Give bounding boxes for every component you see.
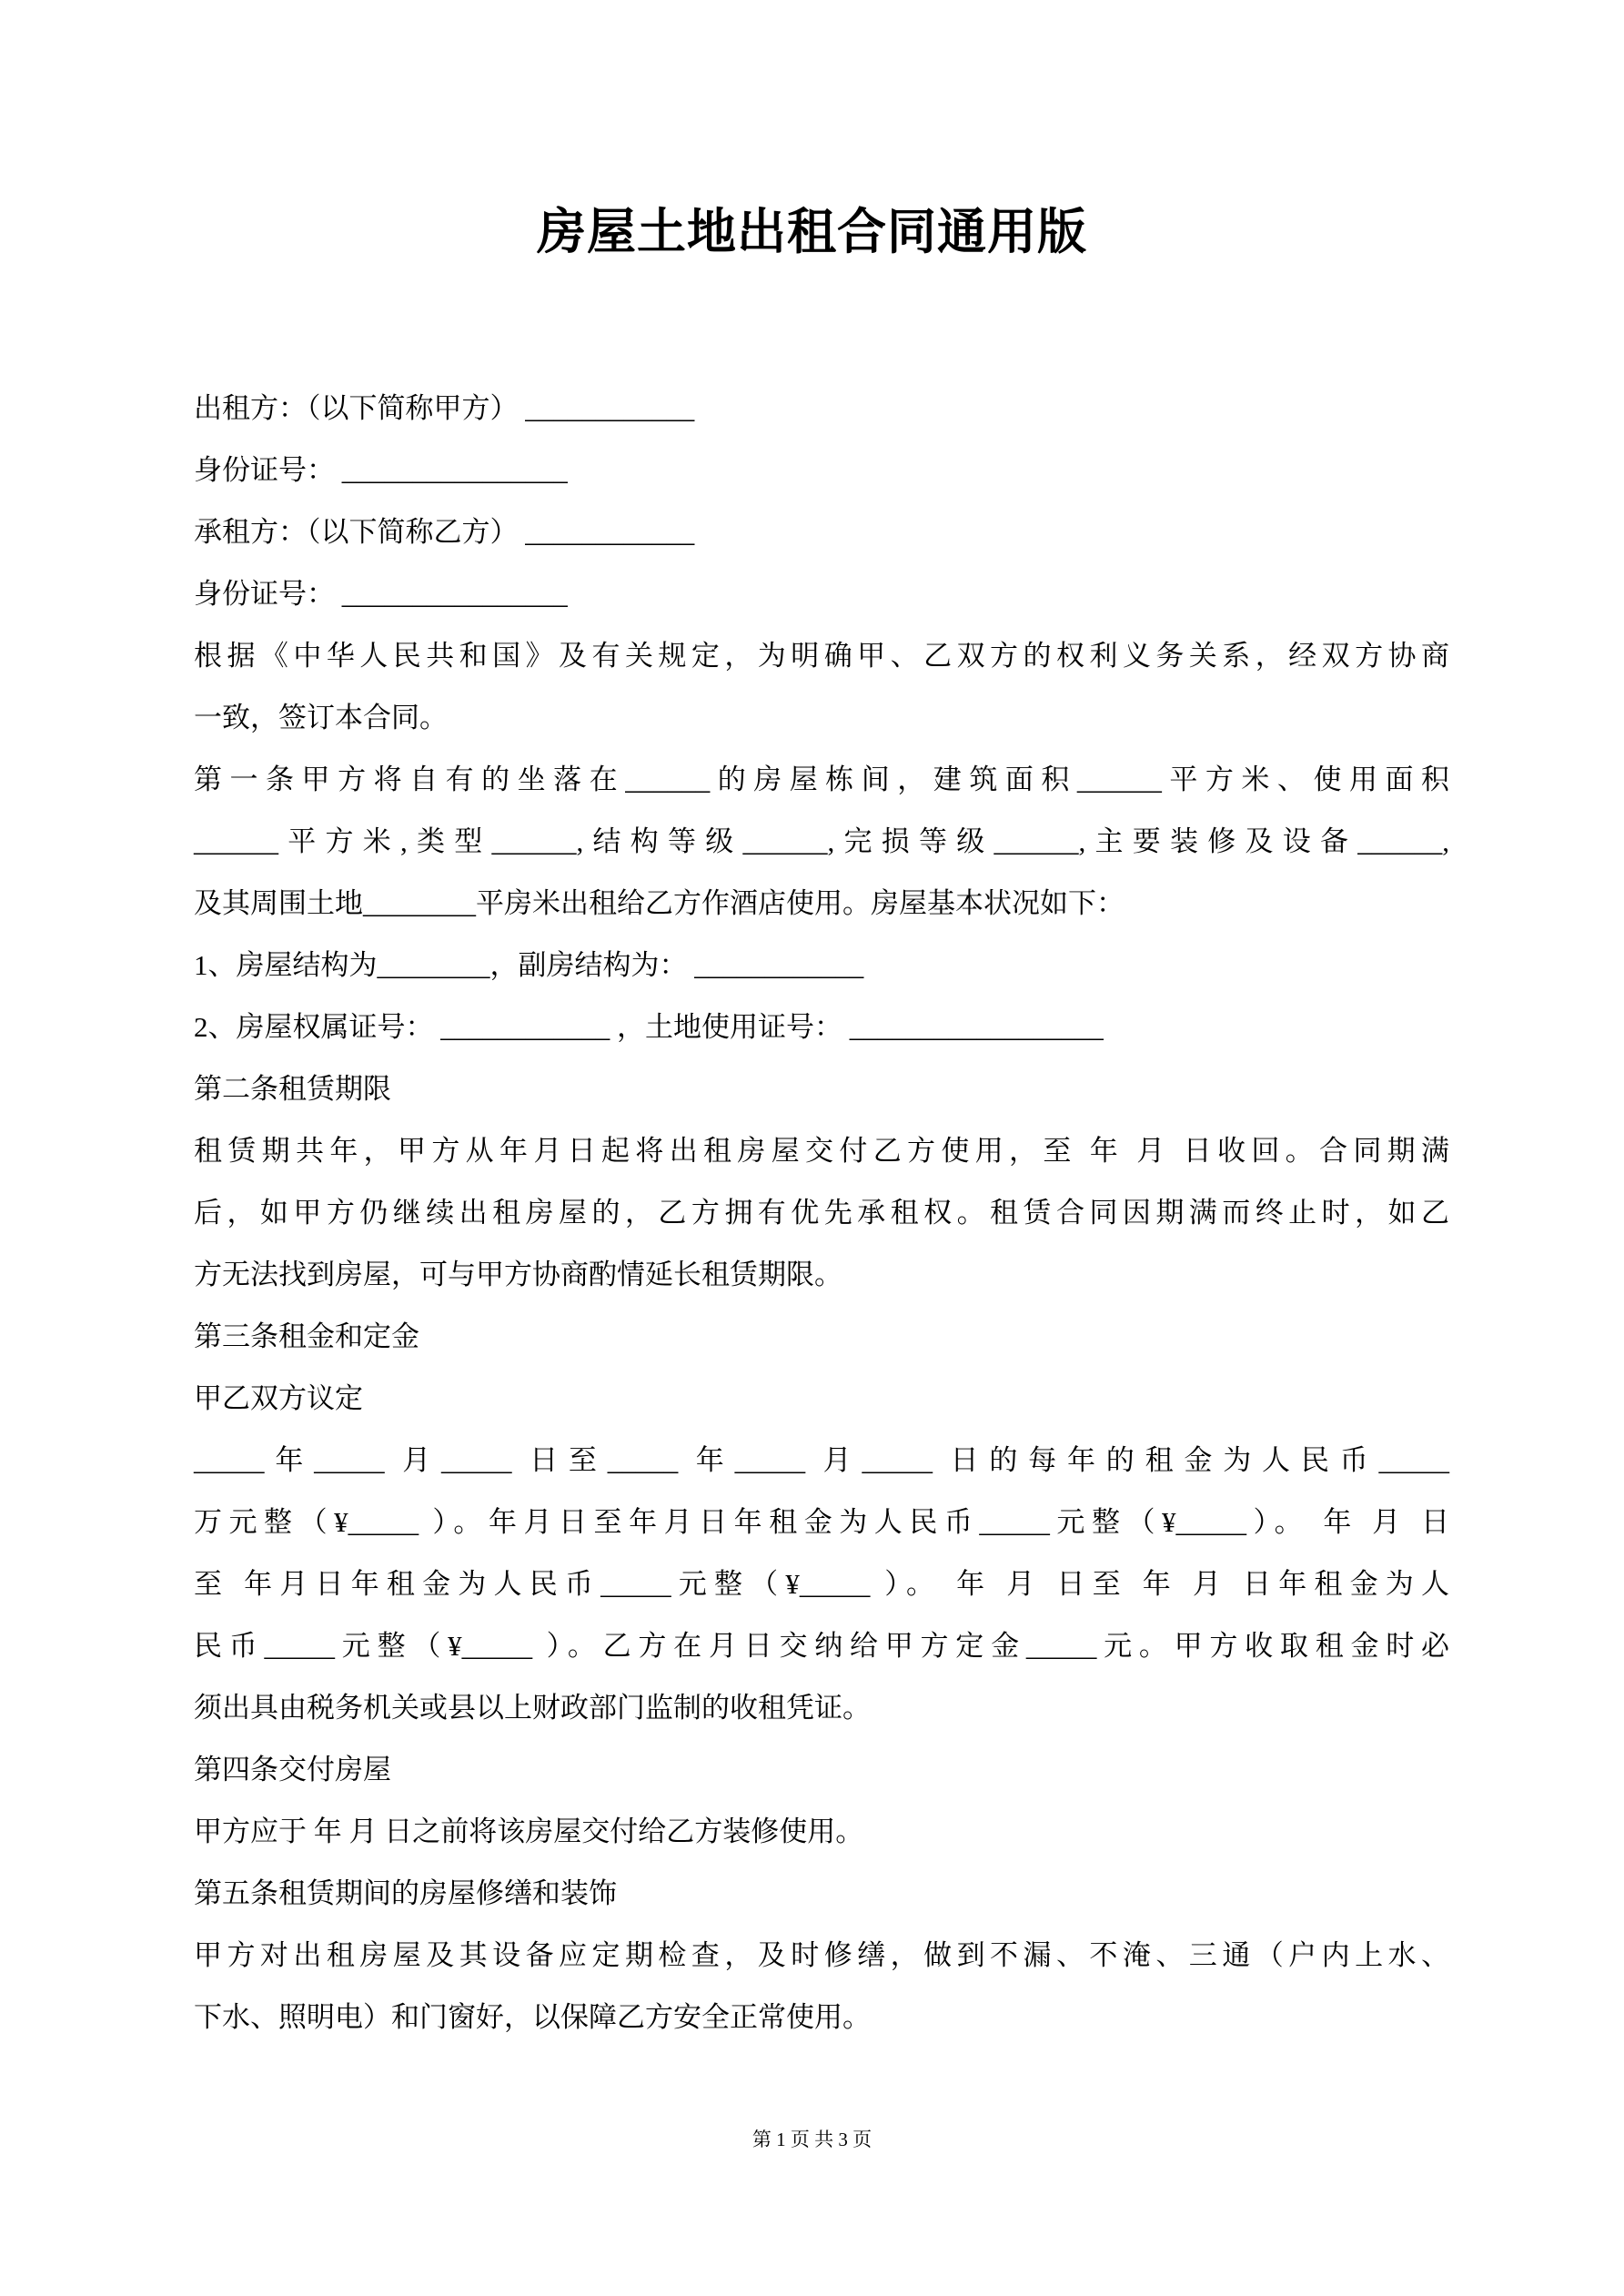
document-line: 及其周围土地________平房米出租给乙方作酒店使用。房屋基本状况如下： xyxy=(194,887,1125,919)
document-line: 至 年月日年租金为人民币_____元整（¥_____ ）。 年 月 日至 年 月 日年租金为人 xyxy=(194,1568,1449,1600)
document-line: 第四条交付房屋 xyxy=(194,1754,391,1785)
document-line: 租赁期共年，甲方从年月日起将出租房屋交付乙方使用，至 年 月 日收回。合同期满 xyxy=(194,1135,1449,1167)
document-line: 第三条租金和定金 xyxy=(194,1320,419,1352)
page-footer: 第 1 页 共 3 页 xyxy=(751,2129,873,2150)
document-line: 第五条租赁期间的房屋修缮和装饰 xyxy=(194,1877,617,1909)
document-line: 甲方应于 年 月 日之前将该房屋交付给乙方装修使用。 xyxy=(194,1816,864,1847)
document-line: ______平方米,类型______,结构等级______,完损等级______,主要装修及设备______, xyxy=(194,825,1449,857)
document-title: 房屋土地出租合同通用版 xyxy=(537,205,1087,259)
document-line: 须出具由税务机关或县以上财政部门监制的收租凭证。 xyxy=(194,1692,871,1724)
document-line: 甲方对出租房屋及其设备应定期检查，及时修缮，做到不漏、不淹、三通（户内上水、 xyxy=(194,1939,1449,1971)
document-line: 民币_____元整（¥_____ ）。乙方在月日交纳给甲方定金_____元。甲方收取租金时必 xyxy=(194,1630,1449,1662)
document-line: 出租方：（以下简称甲方） ____________ xyxy=(194,392,695,424)
document-line: 一致，签订本合同。 xyxy=(194,702,448,733)
document-line: 2、房屋权属证号： ____________ ，土地使用证号： __________________ xyxy=(194,1011,1104,1043)
document-line: 身份证号： ________________ xyxy=(194,578,568,610)
document-line: 甲乙双方议定 xyxy=(194,1382,363,1414)
document-body xyxy=(194,378,1449,2048)
document-line: 方无法找到房屋，可与甲方协商酌情延长租赁期限。 xyxy=(194,1259,842,1290)
document-line: _____年_____ 月_____ 日至_____ 年_____ 月_____ 日的每年的租金为人民币_____ xyxy=(194,1444,1449,1476)
document-line: 万元整（¥_____ ）。年月日至年月日年租金为人民币_____元整（¥_____）。 年 月 日 xyxy=(194,1506,1449,1538)
document-line: 第二条租赁期限 xyxy=(194,1073,391,1105)
document-line: 1、房屋结构为________，副房结构为： ____________ xyxy=(194,949,864,981)
document-line: 下水、照明电）和门窗好，以保障乙方安全正常使用。 xyxy=(194,2001,871,2033)
document-line: 第一条甲方将自有的坐落在______的房屋栋间，建筑面积______平方米、使用面积 xyxy=(194,764,1449,795)
document-line: 身份证号： ________________ xyxy=(194,454,568,486)
document-line: 后，如甲方仍继续出租房屋的，乙方拥有优先承租权。租赁合同因期满而终止时，如乙 xyxy=(194,1197,1449,1229)
document-line: 承租方：（以下简称乙方） ____________ xyxy=(194,516,695,548)
document-line: 根据《中华人民共和国》及有关规定，为明确甲、乙双方的权利义务关系，经双方协商 xyxy=(194,640,1449,672)
